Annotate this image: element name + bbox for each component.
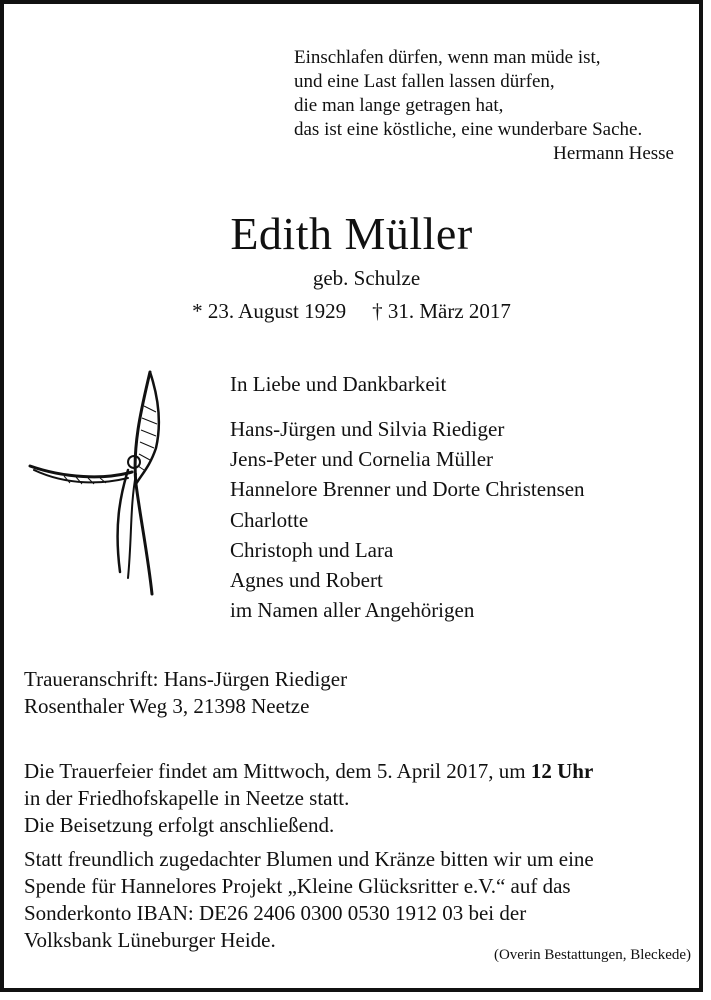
gratitude-line: In Liebe und Dankbarkeit <box>230 372 447 396</box>
poem-line: das ist eine köstliche, eine wunderbare Sache. <box>294 119 643 140</box>
list-item: Hannelore Brenner und Dorte Christensen <box>230 477 585 502</box>
death-date: † 31. März 2017 <box>372 299 511 323</box>
maiden-name: geb. Schulze <box>312 266 421 290</box>
list-item: Charlotte <box>230 507 309 532</box>
poem-line: Einschlafen dürfen, wenn man müde ist, <box>294 47 601 68</box>
list-item: Hans-Jürgen und Silvia Riediger <box>230 417 505 441</box>
service-line: in der Friedhofskapelle in Neetze statt. <box>24 786 350 810</box>
service-text: Die Trauerfeier findet am Mittwoch, dem 5. April 2017, um <box>24 759 531 783</box>
poem-line: die man lange getragen hat, <box>294 95 504 116</box>
poem-quote <box>294 46 694 166</box>
service-time: 12 Uhr <box>530 759 594 783</box>
address-line: Traueranschrift: Hans-Jürgen Riediger <box>24 667 348 691</box>
funeral-service-info <box>24 758 593 839</box>
mourners-list <box>230 414 585 625</box>
mourning-address <box>24 666 347 720</box>
list-item: im Namen aller Angehörigen <box>230 598 475 623</box>
list-item: Jens-Peter und Cornelia Müller <box>230 447 494 472</box>
donation-line: Sonderkonto IBAN: DE26 2406 0300 0530 1912 03 bei der <box>24 901 527 925</box>
service-line <box>24 758 593 785</box>
birth-date: * 23. August 1929 <box>192 299 347 323</box>
life-dates <box>4 299 699 324</box>
list-item: Agnes und Robert <box>230 568 383 593</box>
address-line: Rosenthaler Weg 3, 21398 Neetze <box>24 694 310 718</box>
donation-line: Statt freundlich zugedachter Blumen und Kränze bitten wir um eine <box>24 847 594 871</box>
poem-line: und eine Last fallen lassen dürfen, <box>294 71 555 92</box>
list-item: Christoph und Lara <box>230 537 394 562</box>
donation-line: Volksbank Lüneburger Heide. <box>24 928 276 952</box>
cross-figure-icon <box>24 366 184 602</box>
undertaker-credit: (Overin Bestattungen, Bleckede) <box>493 947 691 963</box>
deceased-name: Edith Müller <box>230 208 473 259</box>
donation-request <box>24 846 594 954</box>
service-line: Die Beisetzung erfolgt anschließend. <box>24 813 335 837</box>
donation-line: Spende für Hannelores Projekt „Kleine Glücksritter e.V.“ auf das <box>24 874 571 898</box>
poem-author: Hermann Hesse <box>553 143 674 164</box>
